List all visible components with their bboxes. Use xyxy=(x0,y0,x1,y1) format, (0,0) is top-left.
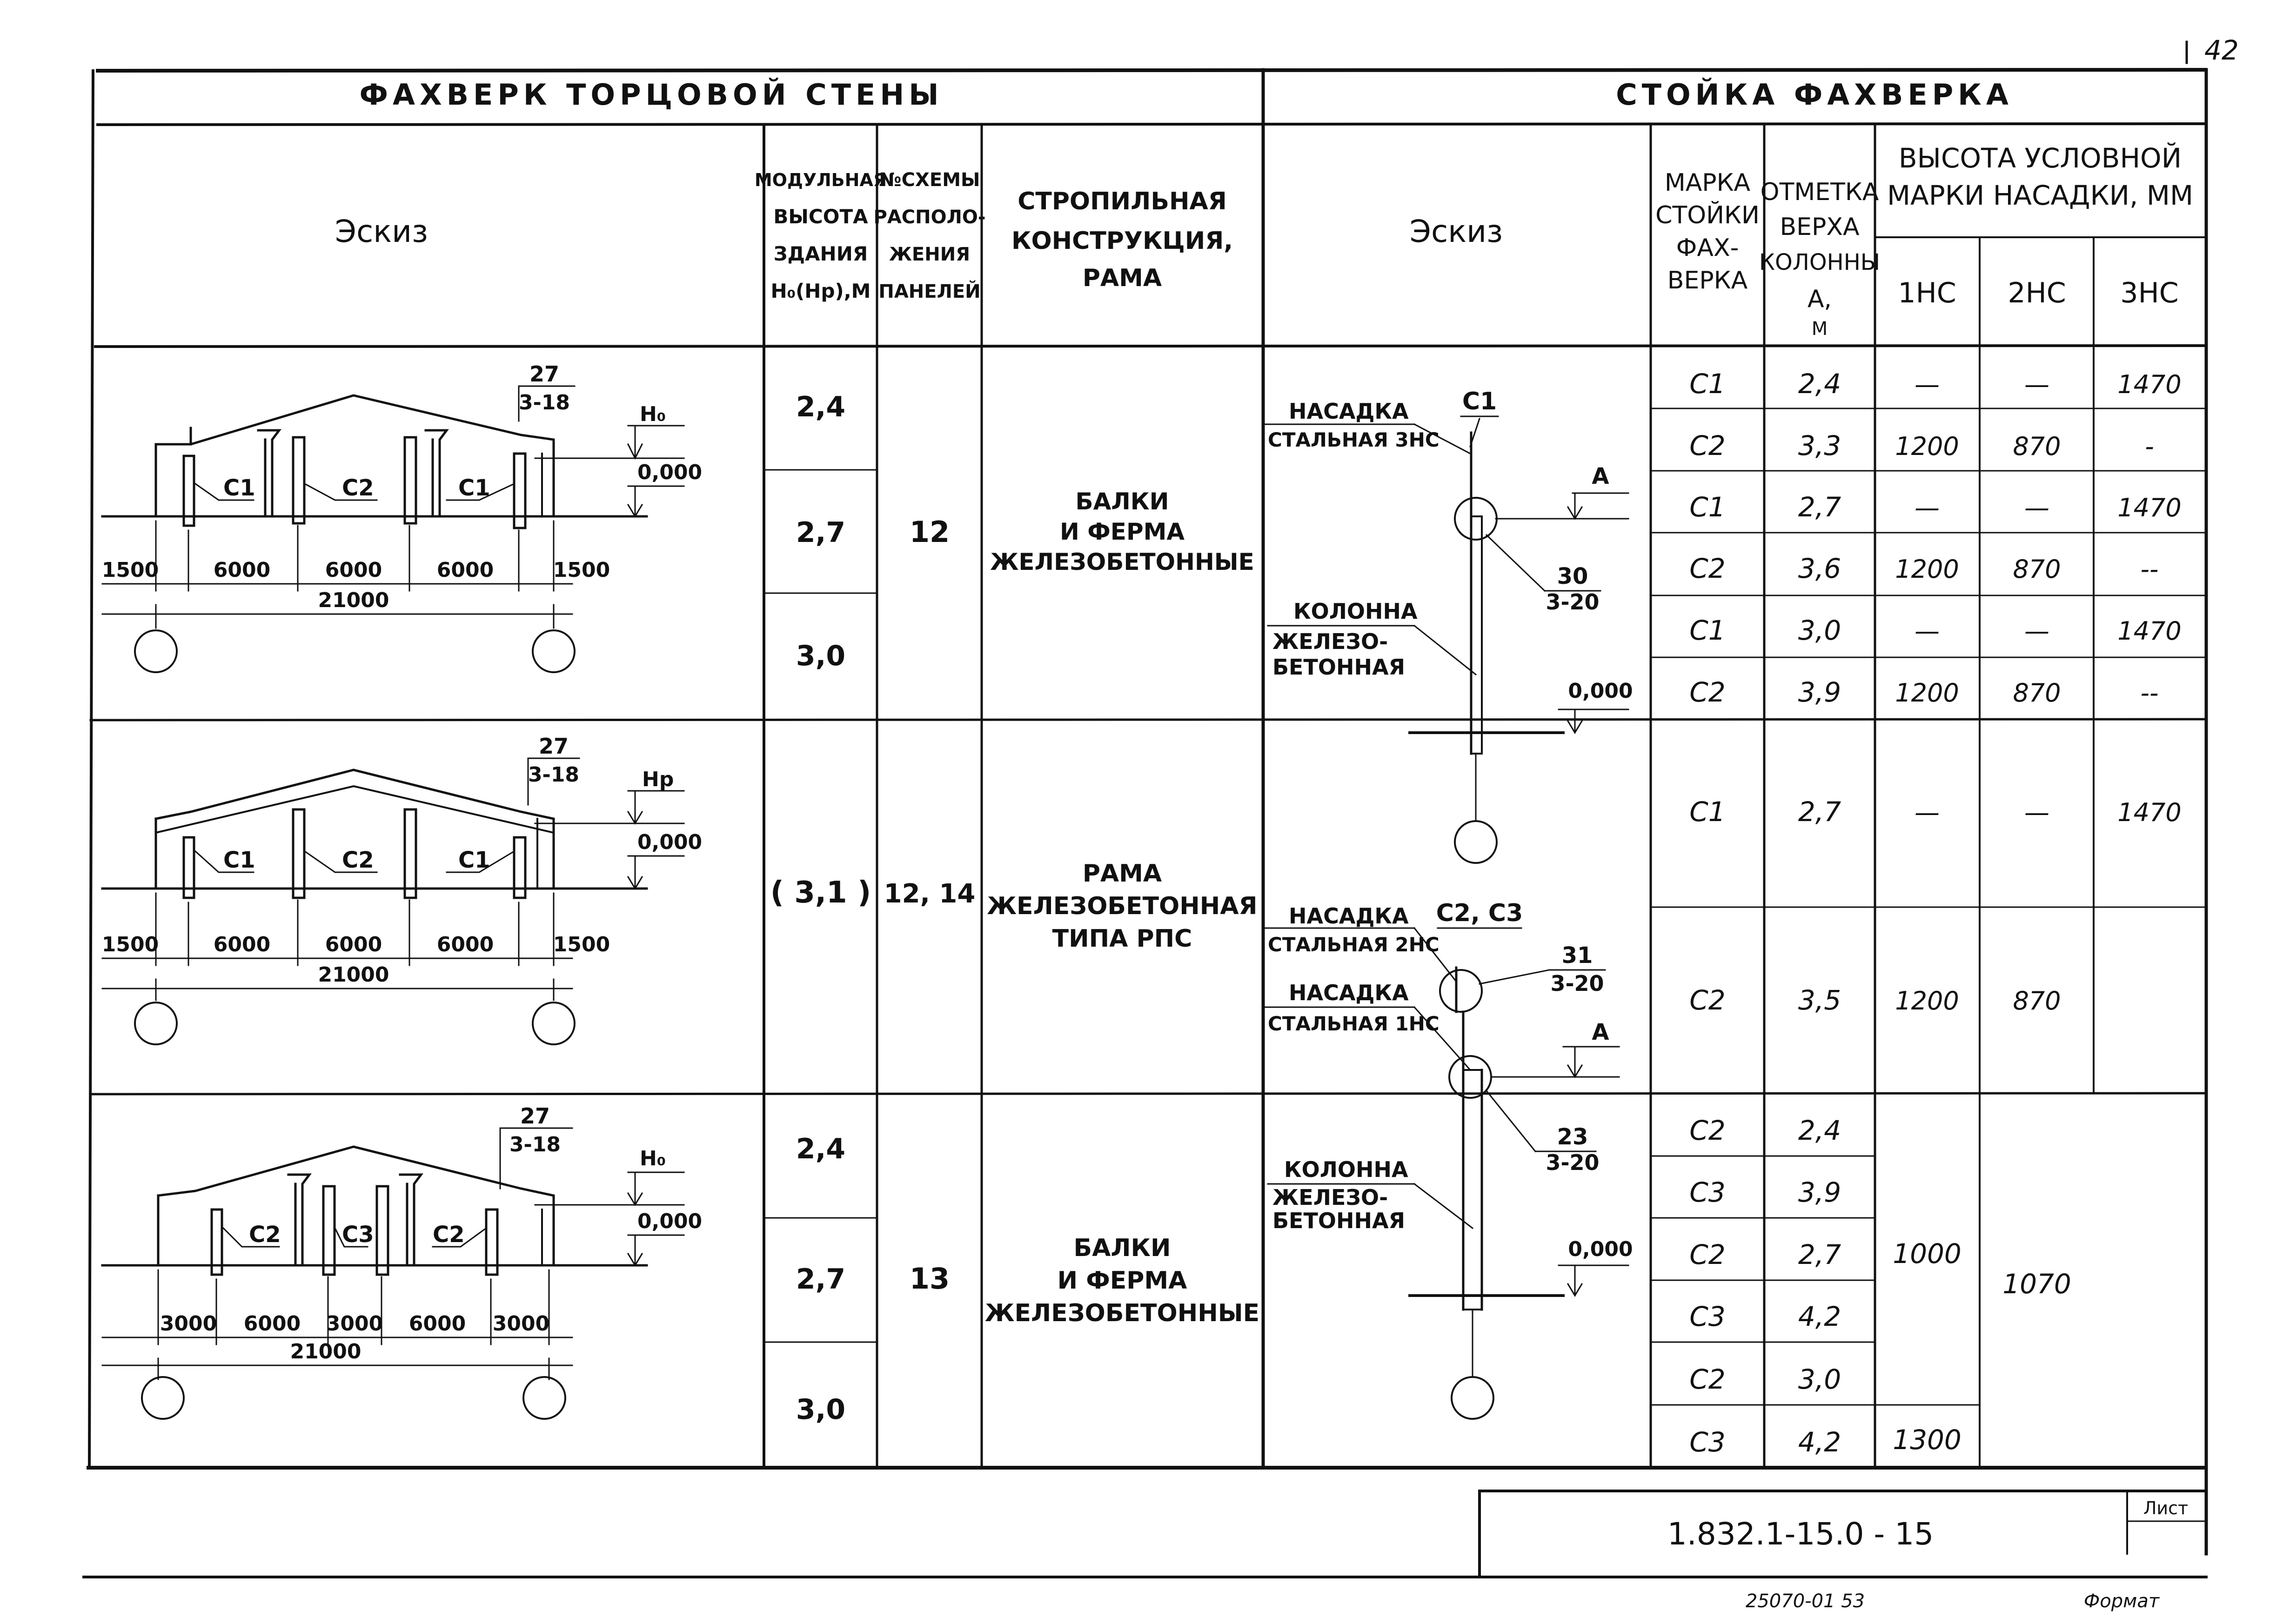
svg-text:РАМА: РАМА xyxy=(1082,860,1162,888)
svg-text:С2: С2 xyxy=(249,1222,281,1248)
frame-sketch-1 xyxy=(102,361,702,672)
stand-row-n2: 870 xyxy=(2013,432,2061,461)
svg-text:ЖЕНИЯ: ЖЕНИЯ xyxy=(889,244,971,265)
svg-text:И ФЕРМА: И ФЕРМА xyxy=(1059,518,1185,545)
svg-text:3000: 3000 xyxy=(160,1312,217,1336)
stand-row-mark: С2 xyxy=(1689,1363,1726,1395)
svg-text:0,000: 0,000 xyxy=(1568,1237,1633,1261)
svg-text:ПАНЕЛЕЙ: ПАНЕЛЕЙ xyxy=(878,281,981,302)
svg-text:0,000: 0,000 xyxy=(637,1210,703,1233)
svg-text:3000: 3000 xyxy=(326,1312,383,1336)
svg-text:РАСПОЛО-: РАСПОЛО- xyxy=(873,207,986,228)
svg-text:ВЫСОТА: ВЫСОТА xyxy=(773,205,868,228)
stand-row-top: 3,9 xyxy=(1798,1176,1841,1208)
svg-text:21000: 21000 xyxy=(290,1340,362,1363)
svg-text:6000: 6000 xyxy=(213,933,271,956)
stand-row-n3: 1470 xyxy=(2117,370,2182,399)
page-number: 42 xyxy=(2204,34,2239,66)
svg-text:А,: А, xyxy=(1807,285,1832,313)
svg-text:С1: С1 xyxy=(223,847,255,873)
svg-text:0,000: 0,000 xyxy=(1568,679,1633,703)
stand-row-n1: 1200 xyxy=(1895,678,1959,708)
svg-text:С1: С1 xyxy=(223,475,255,501)
svg-text:ЖЕЛЕЗОБЕТОННЫЕ: ЖЕЛЕЗОБЕТОННЫЕ xyxy=(984,1299,1260,1327)
n1-column-header: 1НС xyxy=(1898,277,1956,309)
svg-text:3-18: 3-18 xyxy=(509,1133,561,1156)
svg-text:3000: 3000 xyxy=(492,1312,550,1336)
nozzle-height-group-header xyxy=(1887,142,2193,211)
stand-row-mark: С3 xyxy=(1689,1426,1726,1458)
n1-merged-value: 1000 xyxy=(1893,1238,1962,1270)
svg-text:Н₀: Н₀ xyxy=(640,1147,666,1170)
svg-text:1500: 1500 xyxy=(101,933,159,956)
svg-text:КОЛОННА: КОЛОННА xyxy=(1284,1157,1408,1182)
stand-row-top: 3,5 xyxy=(1798,984,1841,1016)
svg-text:СТРОПИЛЬНАЯ: СТРОПИЛЬНАЯ xyxy=(1018,187,1227,215)
stand-row-top: 3,0 xyxy=(1798,615,1841,646)
stand-row-n1: — xyxy=(1915,798,1940,827)
document-code: 1.832.1-15.0 - 15 xyxy=(1667,1516,1934,1552)
n2-column-header: 2НС xyxy=(2008,277,2066,309)
svg-text:1500: 1500 xyxy=(553,933,610,956)
svg-text:СТАЛЬНАЯ 3НС: СТАЛЬНАЯ 3НС xyxy=(1268,428,1439,451)
stand-row-n1: — xyxy=(1915,493,1940,522)
svg-text:3-20: 3-20 xyxy=(1546,589,1600,615)
stand-row-mark: С2 xyxy=(1689,1239,1726,1270)
stand-row-n2: 870 xyxy=(2013,986,2061,1016)
format-label: Формат xyxy=(2083,1591,2160,1612)
scheme-column-header xyxy=(874,169,986,302)
svg-text:12: 12 xyxy=(909,515,950,549)
stand-row-n1: — xyxy=(1915,370,1940,399)
left-header-title: ФАХВЕРК ТОРЦОВОЙ СТЕНЫ xyxy=(359,78,944,112)
svg-text:МАРКА: МАРКА xyxy=(1664,169,1751,197)
svg-text:21000: 21000 xyxy=(318,588,389,612)
svg-text:3-20: 3-20 xyxy=(1546,1150,1600,1175)
svg-text:ЗДАНИЯ: ЗДАНИЯ xyxy=(773,242,868,265)
stand-row-n1: 1200 xyxy=(1895,432,1959,461)
stand-row-mark: С1 xyxy=(1689,796,1726,828)
svg-text:Нр: Нр xyxy=(642,768,674,791)
left-sketch-header: Эскиз xyxy=(335,214,428,249)
svg-text:1500: 1500 xyxy=(553,558,610,582)
n2-merged-value: 1070 xyxy=(2002,1268,2071,1300)
svg-text:КОНСТРУКЦИЯ,: КОНСТРУКЦИЯ, xyxy=(1011,227,1233,255)
svg-text:23: 23 xyxy=(1557,1124,1588,1150)
stand-row-n3: 1470 xyxy=(2117,616,2182,646)
svg-text:БЕТОННАЯ: БЕТОННАЯ xyxy=(1272,655,1405,680)
svg-text:3-18: 3-18 xyxy=(518,391,570,414)
svg-text:С2: С2 xyxy=(342,847,374,873)
svg-text:С2: С2 xyxy=(433,1222,465,1248)
group-1-values xyxy=(796,391,1254,672)
stand-row-mark: С1 xyxy=(1689,615,1726,646)
svg-text:27: 27 xyxy=(538,734,569,759)
stand-row-n3: 1470 xyxy=(2117,798,2182,827)
stand-row-mark: С2 xyxy=(1689,984,1726,1016)
stand-row-n2: 870 xyxy=(2013,678,2061,708)
stand-row-top: 3,9 xyxy=(1798,676,1841,708)
svg-text:С1: С1 xyxy=(1462,388,1497,415)
stand-row-n2: — xyxy=(2024,616,2049,646)
stand-sketch-c1 xyxy=(1265,388,1633,863)
group-2-values xyxy=(770,860,1258,953)
stand-row-mark: С3 xyxy=(1689,1176,1726,1208)
stand-sketch-c2-c3 xyxy=(1265,899,1633,1419)
n1-last-value: 1300 xyxy=(1893,1424,1962,1456)
bottom-code: 25070-01 53 xyxy=(1745,1591,1865,1612)
svg-text:А: А xyxy=(1592,463,1609,489)
stand-row-top: 2,7 xyxy=(1798,491,1841,523)
svg-text:М: М xyxy=(1811,318,1828,340)
stand-row-n1: 1200 xyxy=(1895,986,1959,1016)
svg-text:НАСАДКА: НАСАДКА xyxy=(1289,980,1409,1005)
svg-text:0,000: 0,000 xyxy=(637,461,703,484)
stand-row-top: 3,6 xyxy=(1798,553,1841,584)
right-sketch-header: Эскиз xyxy=(1409,214,1503,249)
svg-text:30: 30 xyxy=(1557,563,1588,589)
svg-text:6000: 6000 xyxy=(325,933,382,956)
svg-text:МАРКИ НАСАДКИ, ММ: МАРКИ НАСАДКИ, ММ xyxy=(1887,180,2193,211)
height-column-header xyxy=(755,170,887,302)
svg-text:2,7: 2,7 xyxy=(796,1263,846,1296)
svg-text:27: 27 xyxy=(520,1103,550,1129)
svg-text:6000: 6000 xyxy=(243,1312,301,1336)
svg-text:СТАЛЬНАЯ 2НС: СТАЛЬНАЯ 2НС xyxy=(1268,933,1439,956)
mark-column-header xyxy=(1655,169,1760,294)
stand-row-n2: 870 xyxy=(2013,555,2061,584)
svg-text:А: А xyxy=(1592,1019,1609,1045)
right-header-title: СТОЙКА ФАХВЕРКА xyxy=(1616,78,2013,112)
stand-row-mark: С2 xyxy=(1689,553,1726,584)
svg-text:0,000: 0,000 xyxy=(637,830,703,854)
stand-row-n3: 1470 xyxy=(2117,493,2182,522)
svg-text:6000: 6000 xyxy=(436,933,494,956)
svg-text:6000: 6000 xyxy=(436,558,494,582)
stand-row-mark: С3 xyxy=(1689,1301,1726,1332)
svg-text:КОЛОННА: КОЛОННА xyxy=(1293,599,1418,624)
n3-column-header: 3НС xyxy=(2120,277,2179,309)
svg-text:ТИПА РПС: ТИПА РПС xyxy=(1052,925,1192,953)
stand-row-n2: — xyxy=(2024,370,2049,399)
svg-text:6000: 6000 xyxy=(213,558,271,582)
stand-row-n3: -- xyxy=(2140,678,2159,708)
svg-text:РАМА: РАМА xyxy=(1082,264,1162,292)
stand-row-mark: С2 xyxy=(1689,1115,1726,1146)
construction-column-header xyxy=(1011,187,1233,292)
svg-text:3,0: 3,0 xyxy=(796,1393,846,1426)
svg-text:ЖЕЛЕЗО-: ЖЕЛЕЗО- xyxy=(1272,629,1388,654)
frame-sketch-2 xyxy=(102,734,702,1044)
stand-row-n1: 1200 xyxy=(1895,555,1959,584)
stand-row-mark: С1 xyxy=(1689,491,1726,523)
stand-row-top: 3,3 xyxy=(1798,430,1841,461)
stand-row-top: 2,4 xyxy=(1798,368,1841,400)
svg-text:ВЕРКА: ВЕРКА xyxy=(1667,267,1748,294)
svg-text:ЖЕЛЕЗОБЕТОННАЯ: ЖЕЛЕЗОБЕТОННАЯ xyxy=(987,892,1258,920)
svg-text:ЖЕЛЕЗО-: ЖЕЛЕЗО- xyxy=(1272,1185,1388,1210)
stand-row-top: 2,7 xyxy=(1798,1239,1841,1270)
svg-text:И ФЕРМА: И ФЕРМА xyxy=(1057,1267,1187,1295)
svg-text:С1: С1 xyxy=(458,475,490,501)
svg-text:С1: С1 xyxy=(458,847,490,873)
table-frame xyxy=(84,70,2206,1577)
stand-row-n1: — xyxy=(1915,616,1940,646)
svg-text:БАЛКИ: БАЛКИ xyxy=(1073,1234,1171,1262)
svg-text:Н₀: Н₀ xyxy=(640,402,666,426)
svg-text:Н₀(Нр),М: Н₀(Нр),М xyxy=(770,280,871,302)
svg-text:ЖЕЛЕЗОБЕТОННЫЕ: ЖЕЛЕЗОБЕТОННЫЕ xyxy=(990,548,1254,575)
svg-text:3-18: 3-18 xyxy=(528,763,580,787)
svg-text:БАЛКИ: БАЛКИ xyxy=(1075,488,1169,515)
top-mark-column-header xyxy=(1759,178,1880,340)
svg-text:( 3,1 ): ( 3,1 ) xyxy=(770,875,871,910)
svg-text:13: 13 xyxy=(909,1262,950,1296)
svg-text:МОДУЛЬНАЯ: МОДУЛЬНАЯ xyxy=(754,170,887,190)
svg-text:С2: С2 xyxy=(342,475,374,501)
svg-text:С2, С3: С2, С3 xyxy=(1436,899,1523,927)
svg-text:БЕТОННАЯ: БЕТОННАЯ xyxy=(1272,1208,1405,1233)
stand-row-top: 4,2 xyxy=(1798,1426,1841,1458)
frame-sketch-3 xyxy=(102,1103,702,1419)
svg-text:6000: 6000 xyxy=(408,1312,466,1336)
svg-text:СТОЙКИ: СТОЙКИ xyxy=(1655,201,1760,229)
svg-text:2,7: 2,7 xyxy=(796,516,846,549)
svg-text:27: 27 xyxy=(529,361,560,387)
svg-text:СТАЛЬНАЯ 1НС: СТАЛЬНАЯ 1НС xyxy=(1268,1012,1439,1035)
stand-row-n2: — xyxy=(2024,798,2049,827)
stand-row-n2: — xyxy=(2024,493,2049,522)
svg-text:1500: 1500 xyxy=(101,558,159,582)
svg-text:31: 31 xyxy=(1561,942,1593,969)
sheet-label: Лист xyxy=(2143,1498,2189,1518)
stand-row-top: 4,2 xyxy=(1798,1301,1841,1332)
svg-text:№СХЕМЫ: №СХЕМЫ xyxy=(879,169,980,191)
svg-text:НАСАДКА: НАСАДКА xyxy=(1289,399,1409,424)
stand-row-top: 3,0 xyxy=(1798,1363,1841,1395)
stand-row-top: 2,4 xyxy=(1798,1115,1841,1146)
svg-text:3,0: 3,0 xyxy=(796,640,846,672)
stand-row-n3: - xyxy=(2145,432,2154,461)
stand-row-mark: С2 xyxy=(1689,430,1726,461)
stand-row-mark: С2 xyxy=(1689,676,1726,708)
stand-row-mark: С1 xyxy=(1689,368,1726,400)
svg-text:ОТМЕТКА: ОТМЕТКА xyxy=(1760,178,1879,206)
svg-text:С3: С3 xyxy=(342,1222,374,1248)
group-3-values xyxy=(796,1133,1259,1426)
svg-text:НАСАДКА: НАСАДКА xyxy=(1289,903,1409,929)
svg-text:2,4: 2,4 xyxy=(796,1133,846,1165)
stand-row-top: 2,7 xyxy=(1798,796,1841,828)
svg-text:КОЛОННЫ: КОЛОННЫ xyxy=(1759,249,1881,275)
svg-text:ВЫСОТА УСЛОВНОЙ: ВЫСОТА УСЛОВНОЙ xyxy=(1898,142,2182,174)
stand-row-n3: -- xyxy=(2140,555,2159,584)
svg-text:21000: 21000 xyxy=(318,963,389,987)
svg-text:ФАХ-: ФАХ- xyxy=(1676,234,1739,262)
svg-text:3-20: 3-20 xyxy=(1550,971,1604,996)
svg-text:12, 14: 12, 14 xyxy=(884,879,976,909)
svg-text:6000: 6000 xyxy=(325,558,382,582)
svg-text:2,4: 2,4 xyxy=(796,391,846,423)
svg-text:ВЕРХА: ВЕРХА xyxy=(1780,213,1860,241)
